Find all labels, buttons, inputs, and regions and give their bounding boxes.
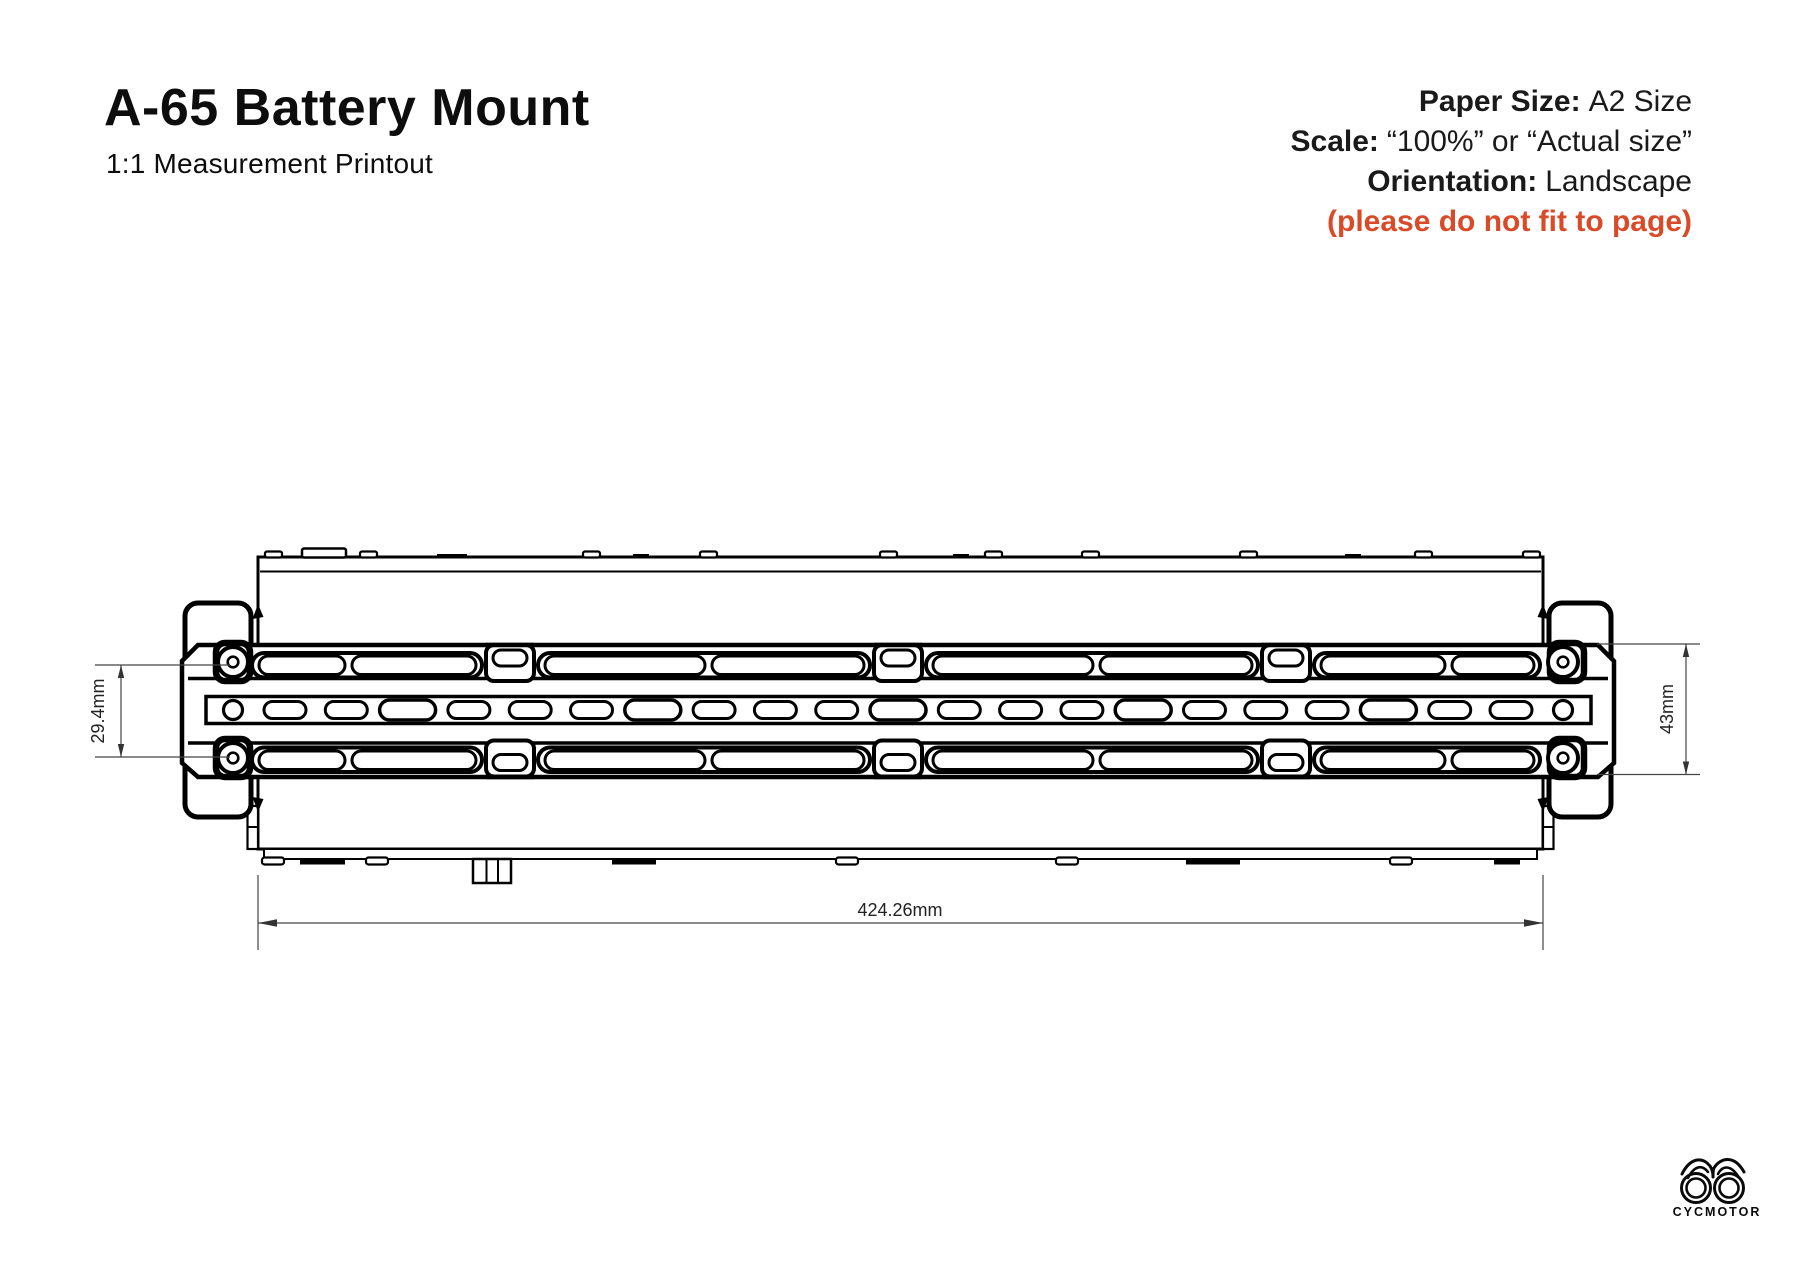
bottom-connector (473, 859, 511, 883)
scale-value: “100%” or “Actual size” (1386, 125, 1692, 158)
middle-rail-slots (224, 700, 1573, 720)
logo-wordmark: CYCMOTOR (1672, 1205, 1762, 1219)
paper-size-label: Paper Size: (1418, 85, 1581, 118)
scale-label: Scale: (1290, 125, 1379, 158)
bottom-rail (252, 741, 1540, 778)
page-subtitle: 1:1 Measurement Printout (106, 148, 433, 179)
paper-size-value: A2 Size (1588, 85, 1692, 118)
dim-rail-height-text: 43mm (1657, 683, 1677, 735)
orientation-label: Orientation: (1367, 165, 1538, 198)
orientation-value: Landscape (1545, 165, 1692, 198)
brand-logo (1673, 1160, 1762, 1220)
fit-to-page-warning: (please do not fit to page) (1327, 205, 1692, 238)
dim-overall-length-text: 424.26mm (857, 900, 943, 920)
dim-rail-pitch-text: 29.4mm (88, 678, 108, 744)
dim-overall-length (258, 875, 1543, 950)
body-top-tab (302, 549, 346, 558)
logo-mark (1682, 1160, 1745, 1203)
page-title: A-65 Battery Mount (104, 79, 590, 137)
